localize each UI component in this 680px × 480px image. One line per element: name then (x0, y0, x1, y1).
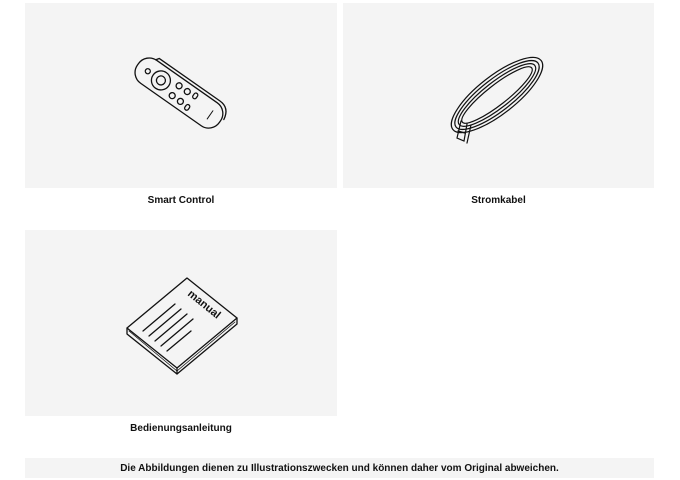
disclaimer-note: Die Abbildungen dienen zu Illustrationszwecken und können daher vom Original abweichen. (25, 458, 654, 478)
remote-control-icon (25, 3, 337, 188)
manual-cover-text: manual (185, 287, 223, 322)
manual-icon (25, 230, 337, 416)
caption-power-cable: Stromkabel (471, 195, 526, 206)
caption-smart-control: Smart Control (147, 195, 215, 206)
accessory-tile-manual (25, 230, 337, 416)
power-cable-icon (343, 3, 654, 188)
accessory-tile-smart-control (25, 3, 337, 188)
accessory-tile-power-cable (343, 3, 654, 188)
caption-manual: Bedienungsanleitung (130, 423, 232, 434)
